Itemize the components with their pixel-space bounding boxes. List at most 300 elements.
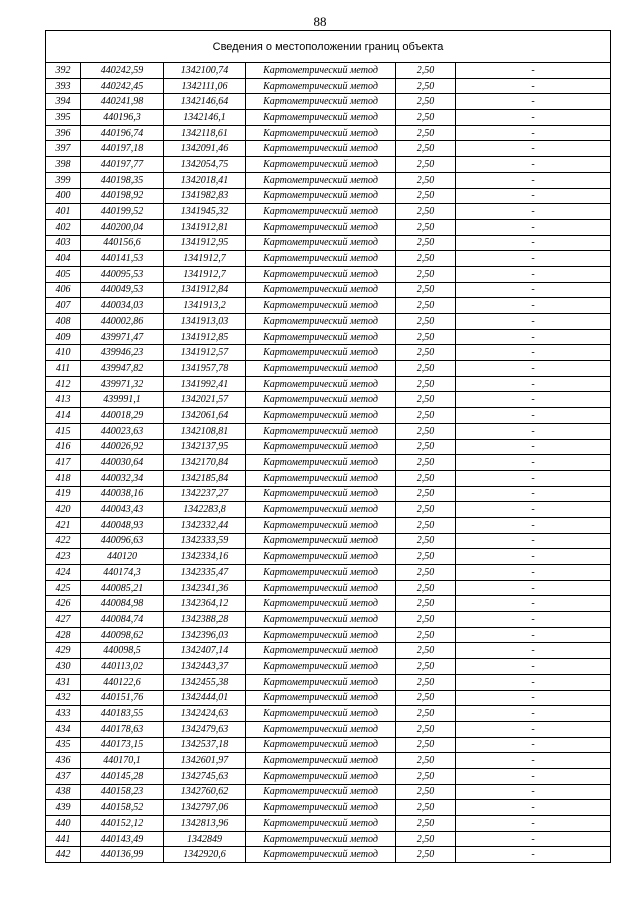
method-cell: Картометрический метод <box>246 329 396 345</box>
accuracy-cell: 2,50 <box>396 439 456 455</box>
accuracy-cell: 2,50 <box>396 737 456 753</box>
note-cell: - <box>456 517 611 533</box>
accuracy-cell: 2,50 <box>396 502 456 518</box>
note-cell: - <box>456 690 611 706</box>
note-cell: - <box>456 549 611 565</box>
y-coordinate-cell: 1342283,8 <box>164 502 246 518</box>
method-cell: Картометрический метод <box>246 235 396 251</box>
x-coordinate-cell: 440026,92 <box>81 439 164 455</box>
method-cell: Картометрический метод <box>246 63 396 79</box>
note-cell: - <box>456 408 611 424</box>
coordinates-table-body <box>46 63 611 863</box>
method-cell: Картометрический метод <box>246 376 396 392</box>
accuracy-cell: 2,50 <box>396 800 456 816</box>
method-cell: Картометрический метод <box>246 298 396 314</box>
method-cell: Картометрический метод <box>246 753 396 769</box>
method-cell: Картометрический метод <box>246 282 396 298</box>
y-coordinate-cell: 1342335,47 <box>164 565 246 581</box>
table-row <box>46 361 611 377</box>
accuracy-cell: 2,50 <box>396 533 456 549</box>
note-cell: - <box>456 361 611 377</box>
method-cell: Картометрический метод <box>246 706 396 722</box>
x-coordinate-cell: 440242,45 <box>81 78 164 94</box>
accuracy-cell: 2,50 <box>396 219 456 235</box>
point-number-cell: 422 <box>46 533 81 549</box>
table-row <box>46 455 611 471</box>
table-row <box>46 94 611 110</box>
x-coordinate-cell: 440174,3 <box>81 565 164 581</box>
y-coordinate-cell: 1341992,41 <box>164 376 246 392</box>
y-coordinate-cell: 1341912,81 <box>164 219 246 235</box>
y-coordinate-cell: 1341945,32 <box>164 204 246 220</box>
table-row <box>46 565 611 581</box>
point-number-cell: 411 <box>46 361 81 377</box>
accuracy-cell: 2,50 <box>396 549 456 565</box>
accuracy-cell: 2,50 <box>396 157 456 173</box>
table-row <box>46 298 611 314</box>
note-cell: - <box>456 157 611 173</box>
y-coordinate-cell: 1342108,81 <box>164 423 246 439</box>
x-coordinate-cell: 440141,53 <box>81 251 164 267</box>
y-coordinate-cell: 1342118,61 <box>164 125 246 141</box>
y-coordinate-cell: 1342061,64 <box>164 408 246 424</box>
accuracy-cell: 2,50 <box>396 345 456 361</box>
accuracy-cell: 2,50 <box>396 816 456 832</box>
method-cell: Картометрический метод <box>246 455 396 471</box>
table-row <box>46 314 611 330</box>
note-cell: - <box>456 706 611 722</box>
y-coordinate-cell: 1342021,57 <box>164 392 246 408</box>
point-number-cell: 440 <box>46 816 81 832</box>
x-coordinate-cell: 440198,92 <box>81 188 164 204</box>
accuracy-cell: 2,50 <box>396 768 456 784</box>
point-number-cell: 407 <box>46 298 81 314</box>
method-cell: Картометрический метод <box>246 470 396 486</box>
y-coordinate-cell: 1341982,83 <box>164 188 246 204</box>
x-coordinate-cell: 440136,99 <box>81 847 164 863</box>
y-coordinate-cell: 1342745,63 <box>164 768 246 784</box>
x-coordinate-cell: 440048,93 <box>81 517 164 533</box>
note-cell: - <box>456 314 611 330</box>
point-number-cell: 420 <box>46 502 81 518</box>
method-cell: Картометрический метод <box>246 847 396 863</box>
note-cell: - <box>456 204 611 220</box>
table-row <box>46 345 611 361</box>
x-coordinate-cell: 439971,32 <box>81 376 164 392</box>
method-cell: Картометрический метод <box>246 674 396 690</box>
method-cell: Картометрический метод <box>246 219 396 235</box>
method-cell: Картометрический метод <box>246 94 396 110</box>
point-number-cell: 436 <box>46 753 81 769</box>
note-cell: - <box>456 565 611 581</box>
point-number-cell: 395 <box>46 110 81 126</box>
x-coordinate-cell: 440023,63 <box>81 423 164 439</box>
table-row <box>46 282 611 298</box>
y-coordinate-cell: 1342601,97 <box>164 753 246 769</box>
note-cell: - <box>456 439 611 455</box>
y-coordinate-cell: 1342424,63 <box>164 706 246 722</box>
accuracy-cell: 2,50 <box>396 784 456 800</box>
y-coordinate-cell: 1342018,41 <box>164 172 246 188</box>
table-row <box>46 549 611 565</box>
accuracy-cell: 2,50 <box>396 392 456 408</box>
x-coordinate-cell: 440156,6 <box>81 235 164 251</box>
table-row <box>46 721 611 737</box>
accuracy-cell: 2,50 <box>396 847 456 863</box>
accuracy-cell: 2,50 <box>396 753 456 769</box>
x-coordinate-cell: 440113,02 <box>81 659 164 675</box>
accuracy-cell: 2,50 <box>396 78 456 94</box>
point-number-cell: 402 <box>46 219 81 235</box>
x-coordinate-cell: 440038,16 <box>81 486 164 502</box>
y-coordinate-cell: 1342333,59 <box>164 533 246 549</box>
table-row <box>46 172 611 188</box>
y-coordinate-cell: 1342100,74 <box>164 63 246 79</box>
x-coordinate-cell: 440198,35 <box>81 172 164 188</box>
point-number-cell: 419 <box>46 486 81 502</box>
method-cell: Картометрический метод <box>246 204 396 220</box>
x-coordinate-cell: 440145,28 <box>81 768 164 784</box>
y-coordinate-cell: 1341912,95 <box>164 235 246 251</box>
x-coordinate-cell: 440242,59 <box>81 63 164 79</box>
y-coordinate-cell: 1341913,03 <box>164 314 246 330</box>
method-cell: Картометрический метод <box>246 78 396 94</box>
method-cell: Картометрический метод <box>246 423 396 439</box>
accuracy-cell: 2,50 <box>396 141 456 157</box>
table-row <box>46 580 611 596</box>
note-cell: - <box>456 188 611 204</box>
accuracy-cell: 2,50 <box>396 282 456 298</box>
x-coordinate-cell: 440085,21 <box>81 580 164 596</box>
point-number-cell: 441 <box>46 831 81 847</box>
note-cell: - <box>456 423 611 439</box>
y-coordinate-cell: 1342849 <box>164 831 246 847</box>
table-row <box>46 753 611 769</box>
table-row <box>46 768 611 784</box>
x-coordinate-cell: 440178,63 <box>81 721 164 737</box>
x-coordinate-cell: 440096,63 <box>81 533 164 549</box>
y-coordinate-cell: 1342813,96 <box>164 816 246 832</box>
method-cell: Картометрический метод <box>246 816 396 832</box>
table-title-row <box>46 31 611 63</box>
point-number-cell: 416 <box>46 439 81 455</box>
point-number-cell: 424 <box>46 565 81 581</box>
y-coordinate-cell: 1342444,01 <box>164 690 246 706</box>
y-coordinate-cell: 1342334,16 <box>164 549 246 565</box>
x-coordinate-cell: 440196,74 <box>81 125 164 141</box>
point-number-cell: 418 <box>46 470 81 486</box>
method-cell: Картометрический метод <box>246 721 396 737</box>
point-number-cell: 398 <box>46 157 81 173</box>
y-coordinate-cell: 1341912,7 <box>164 251 246 267</box>
accuracy-cell: 2,50 <box>396 204 456 220</box>
point-number-cell: 415 <box>46 423 81 439</box>
note-cell: - <box>456 219 611 235</box>
y-coordinate-cell: 1341913,2 <box>164 298 246 314</box>
method-cell: Картометрический метод <box>246 188 396 204</box>
point-number-cell: 409 <box>46 329 81 345</box>
method-cell: Картометрический метод <box>246 486 396 502</box>
point-number-cell: 394 <box>46 94 81 110</box>
note-cell: - <box>456 345 611 361</box>
note-cell: - <box>456 612 611 628</box>
table-row <box>46 502 611 518</box>
method-cell: Картометрический метод <box>246 439 396 455</box>
x-coordinate-cell: 440120 <box>81 549 164 565</box>
table-row <box>46 266 611 282</box>
accuracy-cell: 2,50 <box>396 408 456 424</box>
x-coordinate-cell: 440032,34 <box>81 470 164 486</box>
note-cell: - <box>456 659 611 675</box>
table-row <box>46 204 611 220</box>
note-cell: - <box>456 266 611 282</box>
table-row <box>46 847 611 863</box>
y-coordinate-cell: 1342185,84 <box>164 470 246 486</box>
accuracy-cell: 2,50 <box>396 188 456 204</box>
method-cell: Картометрический метод <box>246 345 396 361</box>
note-cell: - <box>456 376 611 392</box>
point-number-cell: 433 <box>46 706 81 722</box>
note-cell: - <box>456 831 611 847</box>
table-row <box>46 376 611 392</box>
method-cell: Картометрический метод <box>246 565 396 581</box>
point-number-cell: 431 <box>46 674 81 690</box>
method-cell: Картометрический метод <box>246 549 396 565</box>
accuracy-cell: 2,50 <box>396 690 456 706</box>
method-cell: Картометрический метод <box>246 157 396 173</box>
point-number-cell: 442 <box>46 847 81 863</box>
y-coordinate-cell: 1342920,6 <box>164 847 246 863</box>
method-cell: Картометрический метод <box>246 784 396 800</box>
note-cell: - <box>456 643 611 659</box>
x-coordinate-cell: 440241,98 <box>81 94 164 110</box>
table-row <box>46 423 611 439</box>
x-coordinate-cell: 440095,53 <box>81 266 164 282</box>
note-cell: - <box>456 580 611 596</box>
boundary-coordinates-table <box>45 30 611 863</box>
table-row <box>46 219 611 235</box>
y-coordinate-cell: 1342479,63 <box>164 721 246 737</box>
accuracy-cell: 2,50 <box>396 423 456 439</box>
method-cell: Картометрический метод <box>246 627 396 643</box>
note-cell: - <box>456 392 611 408</box>
x-coordinate-cell: 440049,53 <box>81 282 164 298</box>
accuracy-cell: 2,50 <box>396 580 456 596</box>
note-cell: - <box>456 596 611 612</box>
method-cell: Картометрический метод <box>246 800 396 816</box>
method-cell: Картометрический метод <box>246 533 396 549</box>
y-coordinate-cell: 1342407,14 <box>164 643 246 659</box>
x-coordinate-cell: 439971,47 <box>81 329 164 345</box>
y-coordinate-cell: 1341912,85 <box>164 329 246 345</box>
table-row <box>46 627 611 643</box>
method-cell: Картометрический метод <box>246 831 396 847</box>
note-cell: - <box>456 768 611 784</box>
method-cell: Картометрический метод <box>246 125 396 141</box>
note-cell: - <box>456 816 611 832</box>
point-number-cell: 435 <box>46 737 81 753</box>
point-number-cell: 434 <box>46 721 81 737</box>
point-number-cell: 400 <box>46 188 81 204</box>
table-row <box>46 470 611 486</box>
y-coordinate-cell: 1341912,84 <box>164 282 246 298</box>
method-cell: Картометрический метод <box>246 659 396 675</box>
y-coordinate-cell: 1342455,38 <box>164 674 246 690</box>
y-coordinate-cell: 1342396,03 <box>164 627 246 643</box>
accuracy-cell: 2,50 <box>396 235 456 251</box>
table-row <box>46 486 611 502</box>
x-coordinate-cell: 440084,98 <box>81 596 164 612</box>
x-coordinate-cell: 440122,6 <box>81 674 164 690</box>
x-coordinate-cell: 440152,12 <box>81 816 164 832</box>
table-title: Сведения о местоположении границ объекта <box>46 31 611 63</box>
table-row <box>46 188 611 204</box>
note-cell: - <box>456 235 611 251</box>
y-coordinate-cell: 1342332,44 <box>164 517 246 533</box>
y-coordinate-cell: 1342237,27 <box>164 486 246 502</box>
x-coordinate-cell: 440002,86 <box>81 314 164 330</box>
x-coordinate-cell: 440196,3 <box>81 110 164 126</box>
accuracy-cell: 2,50 <box>396 455 456 471</box>
table-row <box>46 533 611 549</box>
note-cell: - <box>456 737 611 753</box>
note-cell: - <box>456 486 611 502</box>
x-coordinate-cell: 440151,76 <box>81 690 164 706</box>
y-coordinate-cell: 1342091,46 <box>164 141 246 157</box>
point-number-cell: 412 <box>46 376 81 392</box>
point-number-cell: 427 <box>46 612 81 628</box>
method-cell: Картометрический метод <box>246 768 396 784</box>
point-number-cell: 406 <box>46 282 81 298</box>
y-coordinate-cell: 1342443,37 <box>164 659 246 675</box>
table-row <box>46 643 611 659</box>
point-number-cell: 425 <box>46 580 81 596</box>
point-number-cell: 423 <box>46 549 81 565</box>
point-number-cell: 401 <box>46 204 81 220</box>
accuracy-cell: 2,50 <box>396 612 456 628</box>
table-row <box>46 392 611 408</box>
accuracy-cell: 2,50 <box>396 314 456 330</box>
method-cell: Картометрический метод <box>246 580 396 596</box>
note-cell: - <box>456 251 611 267</box>
note-cell: - <box>456 847 611 863</box>
y-coordinate-cell: 1342137,95 <box>164 439 246 455</box>
accuracy-cell: 2,50 <box>396 706 456 722</box>
point-number-cell: 405 <box>46 266 81 282</box>
method-cell: Картометрический метод <box>246 643 396 659</box>
y-coordinate-cell: 1342797,06 <box>164 800 246 816</box>
method-cell: Картометрический метод <box>246 314 396 330</box>
x-coordinate-cell: 440170,1 <box>81 753 164 769</box>
table-row <box>46 110 611 126</box>
y-coordinate-cell: 1342760,62 <box>164 784 246 800</box>
table-row <box>46 674 611 690</box>
x-coordinate-cell: 440158,52 <box>81 800 164 816</box>
note-cell: - <box>456 110 611 126</box>
table-row <box>46 816 611 832</box>
point-number-cell: 432 <box>46 690 81 706</box>
accuracy-cell: 2,50 <box>396 486 456 502</box>
table-row <box>46 659 611 675</box>
point-number-cell: 403 <box>46 235 81 251</box>
x-coordinate-cell: 440084,74 <box>81 612 164 628</box>
method-cell: Картометрический метод <box>246 361 396 377</box>
x-coordinate-cell: 440043,43 <box>81 502 164 518</box>
method-cell: Картометрический метод <box>246 110 396 126</box>
accuracy-cell: 2,50 <box>396 125 456 141</box>
table-row <box>46 125 611 141</box>
accuracy-cell: 2,50 <box>396 643 456 659</box>
table-row <box>46 157 611 173</box>
note-cell: - <box>456 502 611 518</box>
x-coordinate-cell: 439946,23 <box>81 345 164 361</box>
point-number-cell: 393 <box>46 78 81 94</box>
y-coordinate-cell: 1342537,18 <box>164 737 246 753</box>
point-number-cell: 410 <box>46 345 81 361</box>
note-cell: - <box>456 94 611 110</box>
point-number-cell: 408 <box>46 314 81 330</box>
point-number-cell: 417 <box>46 455 81 471</box>
method-cell: Картометрический метод <box>246 266 396 282</box>
method-cell: Картометрический метод <box>246 392 396 408</box>
table-row <box>46 235 611 251</box>
note-cell: - <box>456 721 611 737</box>
table-row <box>46 251 611 267</box>
method-cell: Картометрический метод <box>246 251 396 267</box>
point-number-cell: 437 <box>46 768 81 784</box>
accuracy-cell: 2,50 <box>396 94 456 110</box>
y-coordinate-cell: 1341912,57 <box>164 345 246 361</box>
note-cell: - <box>456 470 611 486</box>
note-cell: - <box>456 674 611 690</box>
note-cell: - <box>456 800 611 816</box>
table-row <box>46 329 611 345</box>
point-number-cell: 428 <box>46 627 81 643</box>
accuracy-cell: 2,50 <box>396 172 456 188</box>
table-row <box>46 78 611 94</box>
method-cell: Картометрический метод <box>246 612 396 628</box>
note-cell: - <box>456 172 611 188</box>
y-coordinate-cell: 1342388,28 <box>164 612 246 628</box>
accuracy-cell: 2,50 <box>396 251 456 267</box>
x-coordinate-cell: 440183,55 <box>81 706 164 722</box>
note-cell: - <box>456 627 611 643</box>
method-cell: Картометрический метод <box>246 737 396 753</box>
x-coordinate-cell: 440018,29 <box>81 408 164 424</box>
table-row <box>46 800 611 816</box>
table-row <box>46 439 611 455</box>
y-coordinate-cell: 1342146,64 <box>164 94 246 110</box>
accuracy-cell: 2,50 <box>396 63 456 79</box>
y-coordinate-cell: 1342341,36 <box>164 580 246 596</box>
accuracy-cell: 2,50 <box>396 517 456 533</box>
accuracy-cell: 2,50 <box>396 329 456 345</box>
x-coordinate-cell: 440034,03 <box>81 298 164 314</box>
accuracy-cell: 2,50 <box>396 470 456 486</box>
table-row <box>46 408 611 424</box>
x-coordinate-cell: 440200,04 <box>81 219 164 235</box>
accuracy-cell: 2,50 <box>396 565 456 581</box>
note-cell: - <box>456 298 611 314</box>
note-cell: - <box>456 533 611 549</box>
point-number-cell: 429 <box>46 643 81 659</box>
note-cell: - <box>456 455 611 471</box>
note-cell: - <box>456 329 611 345</box>
accuracy-cell: 2,50 <box>396 361 456 377</box>
x-coordinate-cell: 440173,15 <box>81 737 164 753</box>
x-coordinate-cell: 439991,1 <box>81 392 164 408</box>
x-coordinate-cell: 440199,52 <box>81 204 164 220</box>
